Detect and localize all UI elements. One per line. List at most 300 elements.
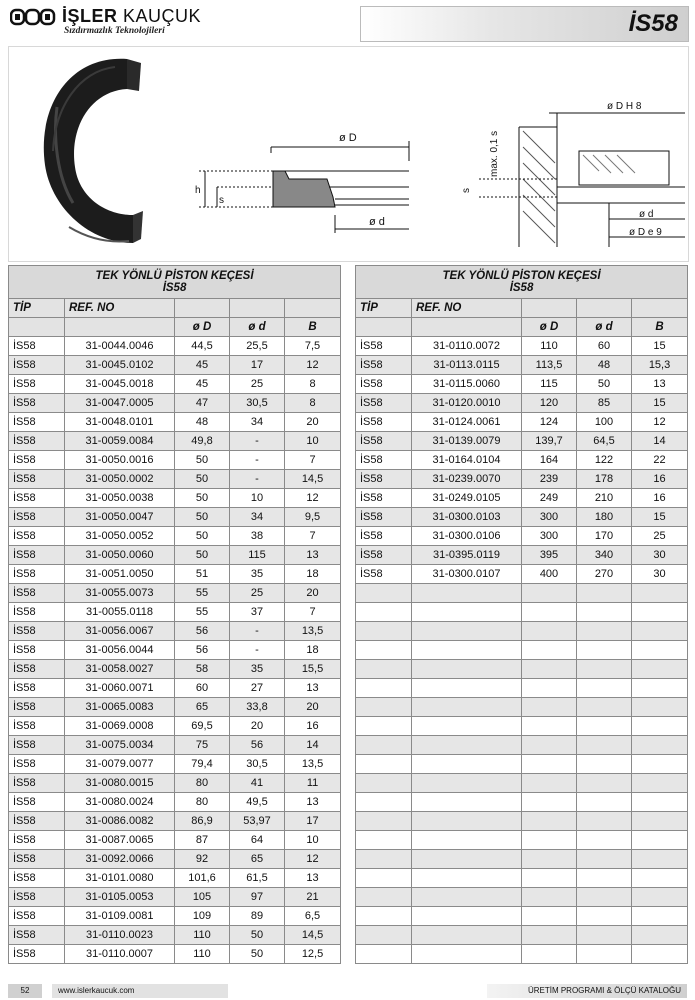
cell-d	[577, 755, 632, 774]
cell-ref	[412, 622, 522, 641]
cell-B	[632, 641, 688, 660]
cell-d: 17	[230, 356, 285, 375]
cell-ref: 31-0055.0073	[65, 584, 175, 603]
cell-D: 80	[175, 774, 230, 793]
cell-ref: 31-0079.0077	[65, 755, 175, 774]
cell-tip: İS58	[9, 603, 65, 622]
catalog-title: ÜRETİM PROGRAMI & ÖLÇÜ KATALOĞU	[487, 984, 687, 998]
table-row	[356, 565, 688, 584]
cell-tip: İS58	[9, 869, 65, 888]
cell-ref: 31-0047.0005	[65, 394, 175, 413]
cell-d	[577, 698, 632, 717]
cell-ref	[412, 679, 522, 698]
cell-tip: İS58	[9, 413, 65, 432]
cell-tip: İS58	[9, 736, 65, 755]
cell-D: 65	[175, 698, 230, 717]
cell-B	[632, 584, 688, 603]
cell-d: 210	[577, 489, 632, 508]
cell-ref: 31-0075.0034	[65, 736, 175, 755]
cell-ref: 31-0065.0083	[65, 698, 175, 717]
cell-ref	[412, 850, 522, 869]
cell-B: 16	[632, 489, 688, 508]
cell-ref: 31-0092.0066	[65, 850, 175, 869]
cell-B: 15,5	[285, 660, 341, 679]
cell-B: 7	[285, 603, 341, 622]
cell-D	[522, 660, 577, 679]
table-row	[9, 698, 341, 717]
cell-d	[577, 679, 632, 698]
cell-d: 35	[230, 565, 285, 584]
brand-name	[62, 6, 201, 27]
website-link[interactable]: www.islerkaucuk.com	[52, 984, 228, 998]
table-row	[356, 888, 688, 907]
product-figure	[8, 46, 689, 262]
table-row	[9, 546, 341, 565]
cell-tip: İS58	[9, 793, 65, 812]
table-row	[9, 831, 341, 850]
cell-d: 35	[230, 660, 285, 679]
cell-d	[577, 603, 632, 622]
cell-d: 270	[577, 565, 632, 584]
cell-d: 48	[577, 356, 632, 375]
table-right	[355, 265, 687, 964]
table-row	[9, 907, 341, 926]
cell-tip: İS58	[9, 489, 65, 508]
table-row	[9, 888, 341, 907]
cell-B: 13,5	[285, 755, 341, 774]
cell-D	[522, 831, 577, 850]
cell-d: 10	[230, 489, 285, 508]
cell-B: 9,5	[285, 508, 341, 527]
cell-D: 101,6	[175, 869, 230, 888]
table-subtitle-text: İS58	[162, 282, 187, 294]
cell-B	[632, 603, 688, 622]
company-logo	[8, 6, 248, 42]
table-row	[356, 451, 688, 470]
cell-ref: 31-0056.0044	[65, 641, 175, 660]
cell-B: 7	[285, 527, 341, 546]
cell-tip	[356, 622, 412, 641]
cell-d: 178	[577, 470, 632, 489]
cell-ref	[412, 698, 522, 717]
cell-ref	[412, 831, 522, 850]
cell-B	[632, 888, 688, 907]
cell-ref: 31-0086.0082	[65, 812, 175, 831]
table-row	[9, 603, 341, 622]
cell-d	[577, 812, 632, 831]
col-header-tip: TİP	[9, 299, 65, 318]
table-row	[356, 584, 688, 603]
cell-d	[577, 869, 632, 888]
cell-tip: İS58	[9, 831, 65, 850]
cell-B	[632, 622, 688, 641]
cell-d: 100	[577, 413, 632, 432]
cell-d: 41	[230, 774, 285, 793]
cell-B: 12	[632, 413, 688, 432]
cell-tip	[356, 679, 412, 698]
table-row	[356, 641, 688, 660]
cell-ref: 31-0101.0080	[65, 869, 175, 888]
cell-B: 13	[632, 375, 688, 394]
cell-D	[522, 812, 577, 831]
cell-ref: 31-0164.0104	[412, 451, 522, 470]
brand-light: KAUÇUK	[123, 6, 202, 26]
cell-B: 12	[285, 850, 341, 869]
cell-d: 25	[230, 375, 285, 394]
table-subtitle-text: İS58	[509, 282, 534, 294]
cell-d: 30,5	[230, 755, 285, 774]
table-title	[9, 266, 341, 299]
table-row	[9, 850, 341, 869]
cell-tip	[356, 755, 412, 774]
cell-tip	[356, 926, 412, 945]
cell-B	[632, 793, 688, 812]
dim-s2-label: s	[461, 188, 472, 193]
cell-D	[522, 584, 577, 603]
cell-B	[632, 907, 688, 926]
cell-ref: 31-0110.0023	[65, 926, 175, 945]
cell-ref: 31-0050.0047	[65, 508, 175, 527]
cell-B	[632, 774, 688, 793]
cell-D: 75	[175, 736, 230, 755]
cell-d: 115	[230, 546, 285, 565]
cell-d: 64	[230, 831, 285, 850]
cell-ref: 31-0045.0102	[65, 356, 175, 375]
cell-D: 105	[175, 888, 230, 907]
cell-tip: İS58	[9, 641, 65, 660]
cell-tip: İS58	[356, 489, 412, 508]
cell-ref: 31-0300.0103	[412, 508, 522, 527]
cell-tip: İS58	[9, 527, 65, 546]
cell-tip: İS58	[9, 432, 65, 451]
cell-D: 92	[175, 850, 230, 869]
cell-D	[522, 717, 577, 736]
cell-tip	[356, 945, 412, 964]
cell-d	[577, 622, 632, 641]
cell-D: 50	[175, 470, 230, 489]
col-header-ref: REF. NO	[412, 299, 522, 318]
cell-d: 50	[230, 945, 285, 964]
cell-d: 33,8	[230, 698, 285, 717]
table-row	[9, 375, 341, 394]
table-row	[356, 717, 688, 736]
cell-d: 65	[230, 850, 285, 869]
cell-tip: İS58	[356, 546, 412, 565]
cell-ref	[412, 774, 522, 793]
cell-tip	[356, 850, 412, 869]
cell-D: 109	[175, 907, 230, 926]
cell-d: -	[230, 641, 285, 660]
cell-D: 60	[175, 679, 230, 698]
cell-d	[577, 641, 632, 660]
cell-ref: 31-0080.0015	[65, 774, 175, 793]
cell-D: 139,7	[522, 432, 577, 451]
cell-d: 27	[230, 679, 285, 698]
cell-d: 50	[577, 375, 632, 394]
cell-d: 20	[230, 717, 285, 736]
cell-ref	[412, 736, 522, 755]
cell-ref: 31-0069.0008	[65, 717, 175, 736]
cell-B: 6,5	[285, 907, 341, 926]
cell-D	[522, 850, 577, 869]
cell-tip	[356, 641, 412, 660]
brand-bold: İŞLER	[62, 6, 118, 26]
cell-tip: İS58	[9, 717, 65, 736]
col-header-tip: TİP	[356, 299, 412, 318]
cell-d: 61,5	[230, 869, 285, 888]
cell-tip: İS58	[356, 565, 412, 584]
dim-De9-label: ø D e 9	[629, 227, 662, 238]
cell-ref: 31-0050.0052	[65, 527, 175, 546]
technical-drawing	[9, 47, 688, 261]
dim-h-label: h	[195, 185, 201, 196]
cell-tip: İS58	[9, 337, 65, 356]
col-header-ref: REF. NO	[65, 299, 175, 318]
cell-D: 400	[522, 565, 577, 584]
cell-B: 7,5	[285, 337, 341, 356]
table-row	[9, 489, 341, 508]
table-row	[9, 432, 341, 451]
table-row	[9, 413, 341, 432]
cell-d	[577, 888, 632, 907]
cell-d: 25	[230, 584, 285, 603]
cell-tip: İS58	[9, 394, 65, 413]
cell-tip: İS58	[356, 356, 412, 375]
cell-d: 56	[230, 736, 285, 755]
table-row	[9, 945, 341, 964]
cell-tip: İS58	[9, 698, 65, 717]
cell-B: 14	[285, 736, 341, 755]
cell-d	[577, 717, 632, 736]
table-row	[9, 717, 341, 736]
cell-B	[632, 831, 688, 850]
cell-B	[632, 698, 688, 717]
cell-D: 55	[175, 603, 230, 622]
cell-B: 13,5	[285, 622, 341, 641]
cell-tip: İS58	[9, 907, 65, 926]
table-row	[356, 869, 688, 888]
cell-D	[522, 622, 577, 641]
cell-D: 80	[175, 793, 230, 812]
cell-D	[522, 793, 577, 812]
cell-B: 14,5	[285, 470, 341, 489]
cell-ref: 31-0105.0053	[65, 888, 175, 907]
table-row	[356, 793, 688, 812]
cell-ref: 31-0239.0070	[412, 470, 522, 489]
cell-B	[632, 869, 688, 888]
cell-ref	[412, 660, 522, 679]
cell-tip: İS58	[9, 679, 65, 698]
cell-B: 18	[285, 565, 341, 584]
cell-D: 164	[522, 451, 577, 470]
table-row	[356, 375, 688, 394]
cell-B: 20	[285, 584, 341, 603]
cell-B: 11	[285, 774, 341, 793]
cell-tip: İS58	[9, 451, 65, 470]
cell-D: 48	[175, 413, 230, 432]
cell-d	[577, 660, 632, 679]
table-row	[9, 755, 341, 774]
tagline: Sızdırmazlık Teknolojileri	[64, 26, 165, 36]
cell-tip: İS58	[9, 755, 65, 774]
cell-d: 122	[577, 451, 632, 470]
cell-d: 60	[577, 337, 632, 356]
cell-tip	[356, 888, 412, 907]
col-header-B: B	[285, 318, 341, 337]
table-row	[356, 945, 688, 964]
cell-d	[577, 831, 632, 850]
cell-B: 20	[285, 413, 341, 432]
cell-tip: İS58	[9, 660, 65, 679]
cell-ref	[412, 812, 522, 831]
cell-tip	[356, 717, 412, 736]
cell-D: 56	[175, 622, 230, 641]
cell-D: 47	[175, 394, 230, 413]
cell-B: 25	[632, 527, 688, 546]
cell-tip	[356, 812, 412, 831]
cell-ref	[412, 869, 522, 888]
cell-D	[522, 869, 577, 888]
cell-B: 21	[285, 888, 341, 907]
col-header-d: ø d	[577, 318, 632, 337]
cell-B: 22	[632, 451, 688, 470]
cell-ref	[412, 717, 522, 736]
model-title: İS58	[628, 10, 678, 37]
cell-tip: İS58	[356, 394, 412, 413]
table-row	[356, 394, 688, 413]
table-row	[9, 641, 341, 660]
cell-tip: İS58	[356, 375, 412, 394]
cell-D: 87	[175, 831, 230, 850]
table-row	[356, 508, 688, 527]
cell-D: 45	[175, 356, 230, 375]
cell-ref	[412, 926, 522, 945]
cell-ref	[412, 603, 522, 622]
cell-D	[522, 641, 577, 660]
cell-B: 14	[632, 432, 688, 451]
cell-ref: 31-0044.0046	[65, 337, 175, 356]
cell-ref	[412, 907, 522, 926]
cell-tip: İS58	[9, 356, 65, 375]
table-row	[356, 356, 688, 375]
cell-B	[632, 850, 688, 869]
cell-D	[522, 679, 577, 698]
cell-ref: 31-0300.0106	[412, 527, 522, 546]
cell-tip: İS58	[9, 850, 65, 869]
dim-d2-label: ø d	[639, 209, 654, 220]
cell-D: 58	[175, 660, 230, 679]
cell-D: 249	[522, 489, 577, 508]
cell-ref	[412, 888, 522, 907]
cell-ref: 31-0087.0065	[65, 831, 175, 850]
cell-tip	[356, 698, 412, 717]
cell-D	[522, 774, 577, 793]
cell-B	[632, 755, 688, 774]
cell-B: 13	[285, 869, 341, 888]
cell-tip: İS58	[9, 546, 65, 565]
cell-D	[522, 926, 577, 945]
table-row	[356, 489, 688, 508]
cell-d: 85	[577, 394, 632, 413]
cell-ref	[412, 755, 522, 774]
table-title-text: TEK YÖNLÜ PİSTON KEÇESİ	[95, 270, 254, 282]
cell-D: 110	[522, 337, 577, 356]
cell-D: 55	[175, 584, 230, 603]
col-header-D: ø D	[522, 318, 577, 337]
cell-D: 115	[522, 375, 577, 394]
page-footer	[8, 984, 687, 998]
cell-tip	[356, 907, 412, 926]
cell-tip	[356, 774, 412, 793]
cell-B: 18	[285, 641, 341, 660]
cell-ref: 31-0395.0119	[412, 546, 522, 565]
cell-B: 13	[285, 546, 341, 565]
cell-B: 12,5	[285, 945, 341, 964]
cell-d: 64,5	[577, 432, 632, 451]
title-band	[360, 6, 689, 42]
table-row	[9, 565, 341, 584]
cell-d: 53,97	[230, 812, 285, 831]
table-row	[9, 812, 341, 831]
table-row	[9, 736, 341, 755]
table-row	[356, 470, 688, 489]
cell-d: 34	[230, 413, 285, 432]
page-number: 52	[8, 984, 42, 998]
table-row	[9, 660, 341, 679]
cell-tip	[356, 603, 412, 622]
cell-D: 395	[522, 546, 577, 565]
cell-D	[522, 888, 577, 907]
cell-B: 12	[285, 489, 341, 508]
cell-ref	[412, 584, 522, 603]
cell-ref: 31-0110.0007	[65, 945, 175, 964]
cell-D: 45	[175, 375, 230, 394]
table-row	[356, 527, 688, 546]
cell-D: 124	[522, 413, 577, 432]
cell-d: 89	[230, 907, 285, 926]
cell-B: 30	[632, 565, 688, 584]
cell-tip: İS58	[9, 812, 65, 831]
dim-DH8-label: ø D H 8	[607, 101, 642, 112]
cell-d: 340	[577, 546, 632, 565]
cell-d	[577, 584, 632, 603]
cell-d	[577, 945, 632, 964]
cell-B	[632, 812, 688, 831]
cell-D: 300	[522, 508, 577, 527]
cell-ref: 31-0124.0061	[412, 413, 522, 432]
cell-d: 25,5	[230, 337, 285, 356]
cell-ref: 31-0139.0079	[412, 432, 522, 451]
cell-ref: 31-0109.0081	[65, 907, 175, 926]
table-row	[356, 546, 688, 565]
cell-D: 50	[175, 508, 230, 527]
table-row	[356, 413, 688, 432]
cell-tip	[356, 584, 412, 603]
table-row	[9, 622, 341, 641]
table-row	[9, 337, 341, 356]
cell-d: 97	[230, 888, 285, 907]
dim-D-label: ø D	[339, 132, 357, 144]
cell-D: 50	[175, 451, 230, 470]
cell-B: 12	[285, 356, 341, 375]
table-title	[356, 266, 688, 299]
cell-tip: İS58	[9, 508, 65, 527]
table-row	[356, 926, 688, 945]
cell-D: 56	[175, 641, 230, 660]
cell-tip: İS58	[356, 451, 412, 470]
cell-tip	[356, 793, 412, 812]
cell-B	[632, 679, 688, 698]
